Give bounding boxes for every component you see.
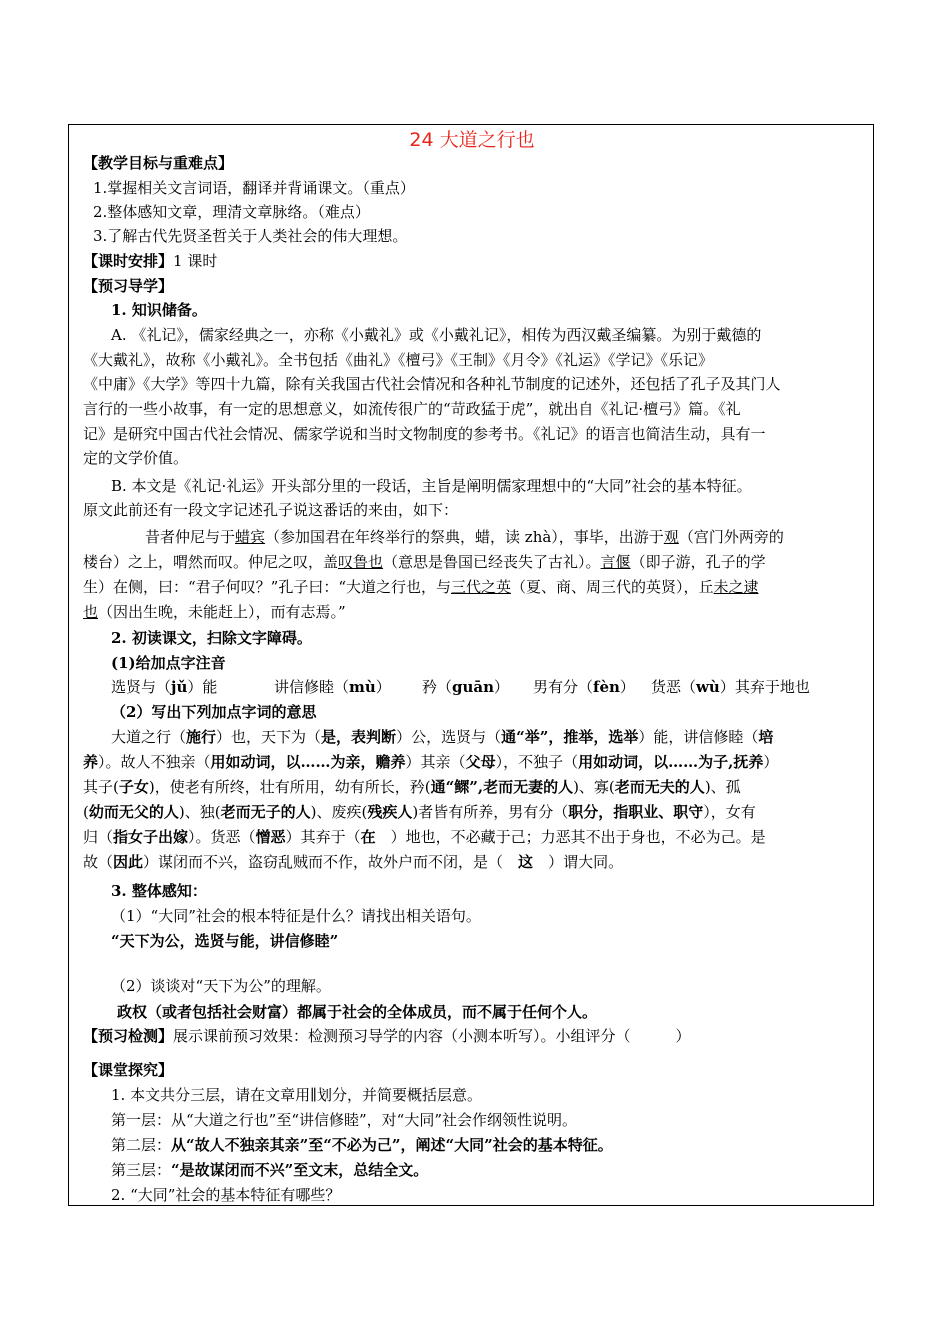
story-line: 也（因出生晚，未能赶上），而有志焉。” xyxy=(83,603,346,621)
story-line: 生）在侧，曰：“君子何叹？”孔子曰：“大道之行也，与三代之英（夏、商、周三代的英贤），丘未之逮 xyxy=(83,578,759,596)
layer-line: 第一层：从“大道之行也”至“讲信修睦”，对“大同”社会作纲领性说明。 xyxy=(111,1111,578,1129)
paragraph-a-line: A. 《礼记》，儒家经典之一，亦称《小戴礼》或《小戴礼记》，相传为西汉戴圣编纂。为别于戴德的 xyxy=(111,326,762,344)
meaning-line: (幼而无父的人)、独(老而无子的人)、废疾(残疾人)者皆有所养，男有分（职分，指职业、职守），女有 xyxy=(83,803,756,821)
answer: 政权（或者包括社会财富）都属于社会的全体成员，而不属于任何个人。 xyxy=(117,1003,598,1021)
worksheet-frame xyxy=(68,124,874,1206)
page-title: 24 大道之行也 xyxy=(409,129,535,151)
phonetic-item: 选贤与（jǔ）能 xyxy=(111,678,218,696)
knowledge-heading: 1. 知识储备。 xyxy=(111,301,207,319)
question: （2）谈谈对“天下为公”的理解。 xyxy=(111,977,331,995)
underlined-term: 言偃 xyxy=(600,553,631,571)
paragraph-b-line: 原文此前还有一段文字记述孔子说这番话的来由，如下： xyxy=(83,501,459,519)
preview-heading: 【预习导学】 xyxy=(83,277,174,295)
meaning-line: 其子(子女)，使老有所终，壮有所用，幼有所长，矜(通“鳏”,老而无妻的人)、寡(老而无夫的人)、孤 xyxy=(83,778,741,796)
goals-heading: 【教学目标与重难点】 xyxy=(83,154,234,172)
schedule-line xyxy=(83,250,217,272)
meaning-heading: （2）写出下列加点字词的意思 xyxy=(111,703,317,721)
schedule-heading: 【课时安排】 xyxy=(83,252,174,270)
phonetic-item: 货恶（wù）其弃于地也 xyxy=(651,678,810,696)
question: （1）“大同”社会的根本特征是什么？请找出相关语句。 xyxy=(111,907,481,925)
check-line: 【预习检测】展示课前预习效果：检测预习导学的内容（小测本听写）。小组评分（ ） xyxy=(83,1027,691,1045)
underlined-term: 蜡宾 xyxy=(235,528,266,546)
meaning-line: 大道之行（施行）也，天下为（是，表判断）公，选贤与（通“举”，推举，选举）能，讲信修睦（培 xyxy=(111,728,774,746)
explore-question: 2. “大同”社会的基本特征有哪些？ xyxy=(111,1186,341,1204)
explore-heading: 【课堂探究】 xyxy=(83,1061,174,1079)
layer-line: 第二层：从“故人不独亲其亲”至“不必为己”，阐述“大同”社会的基本特征。 xyxy=(111,1136,613,1154)
layer-line: 第三层：“是故谋闭而不兴”至文末，总结全文。 xyxy=(111,1161,429,1179)
schedule-value: 1 课时 xyxy=(173,252,218,270)
underlined-term: 未之逮 xyxy=(713,578,759,596)
goal-item: 1.掌握相关文言词语，翻译并背诵课文。（重点） xyxy=(93,179,415,197)
paragraph-b-line: B. 本文是《礼记·礼运》开头部分里的一段话，主旨是阐明儒家理想中的“大同”社会的基本特征。 xyxy=(111,477,752,495)
underlined-term: 观 xyxy=(663,528,679,546)
underlined-term: 也 xyxy=(83,603,99,621)
paragraph-a-line: 《大戴礼》，故称《小戴礼》。全书包括《曲礼》《檀弓》《王制》《月令》《礼运》《学记》《乐记》 xyxy=(83,351,714,369)
first-reading-heading: 2. 初读课文，扫除文字障碍。 xyxy=(111,629,312,647)
underlined-term: 三代之英 xyxy=(451,578,512,596)
story-line: 昔者仲尼与于蜡宾（参加国君在年终举行的祭典，蜡，读 zhà），事毕，出游于观（宫门外两旁的 xyxy=(145,528,784,546)
phonetic-item: 矜（guān） xyxy=(422,678,510,696)
paragraph-a-line: 定的文学价值。 xyxy=(83,449,189,467)
phonetic-item: 讲信修睦（mù） xyxy=(274,678,391,696)
check-heading: 【预习检测】 xyxy=(83,1027,174,1045)
paragraph-a-line: 言行的一些小故事，有一定的思想意义，如流传很广的“苛政猛于虎”，就出自《礼记·檀弓》篇。《礼 xyxy=(83,400,741,418)
phonetic-heading: (1)给加点字注音 xyxy=(111,654,226,672)
answer: “天下为公，选贤与能，讲信修睦” xyxy=(111,932,339,950)
meaning-line: 归（指女子出嫁）。货恶（憎恶）其弃于（在 ）地也，不必藏于己；力恶其不出于身也，不必为己。是 xyxy=(83,828,766,846)
underlined-term: 叹鲁也 xyxy=(338,553,384,571)
explore-question: 1. 本文共分三层，请在文章用∥划分，并简要概括层意。 xyxy=(111,1086,483,1104)
paragraph-a-line: 《中庸》《大学》等四十九篇，除有关我国古代社会情况和各种礼节制度的记述外，还包括了孔子及其门人 xyxy=(83,375,781,393)
story-line: 楼台）之上，喟然而叹。仲尼之叹，盖叹鲁也（意思是鲁国已经丧失了古礼）。言偃（即子游，孔子的学 xyxy=(83,553,766,571)
meaning-line: 故（因此）谋闭而不兴，盗窃乱贼而不作，故外户而不闭，是（ 这 ）谓大同。 xyxy=(83,853,624,871)
meaning-line: 养）。故人不独亲（用如动词，以……为亲，赡养）其亲（父母），不独子（用如动词，以……为子,抚养） xyxy=(83,753,779,771)
phonetic-item: 男有分（fèn） xyxy=(533,678,635,696)
goal-item: 3.了解古代先贤圣哲关于人类社会的伟大理想。 xyxy=(93,227,408,245)
goal-item: 2.整体感知文章，理清文章脉络。（难点） xyxy=(93,203,370,221)
paragraph-a-line: 记》是研究中国古代社会情况、儒家学说和当时文物制度的参考书。《礼记》的语言也简洁生动，具有一 xyxy=(83,425,766,443)
overall-heading: 3. 整体感知： xyxy=(111,882,207,900)
